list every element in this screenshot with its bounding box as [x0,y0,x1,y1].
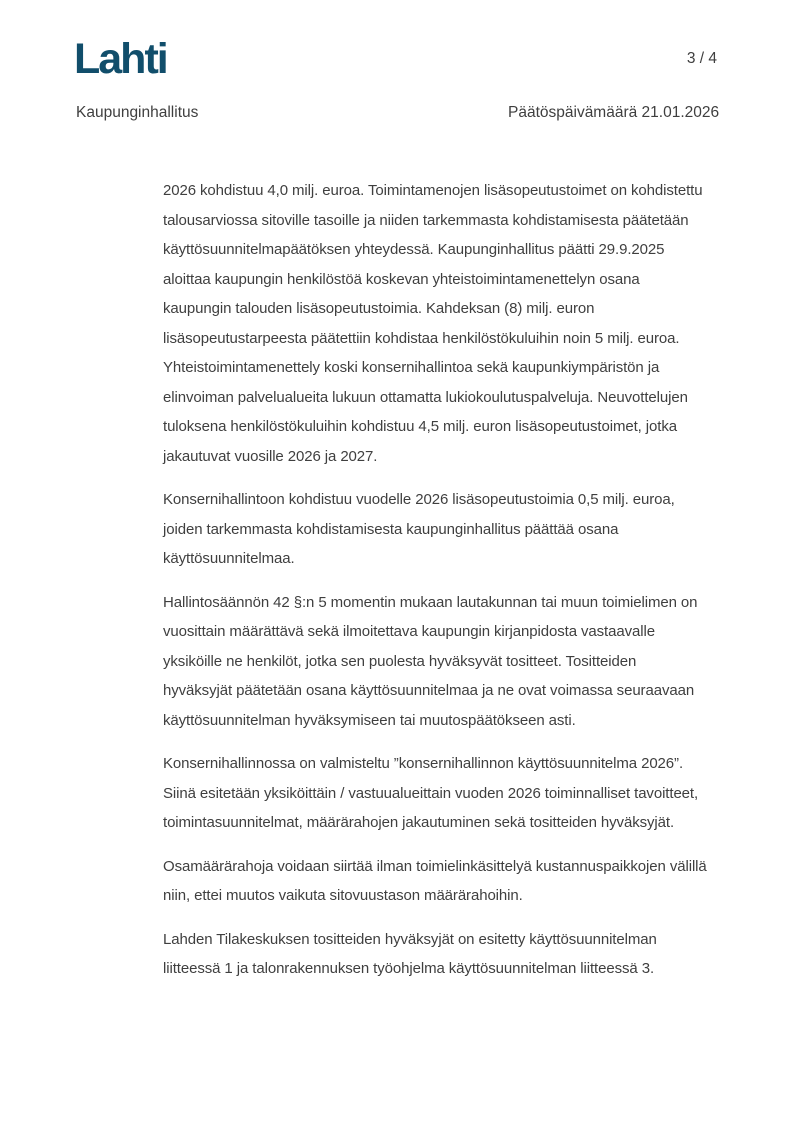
text-line: aloittaa kaupungin henkilöstöä koskevan yhteistoimintamenettelyn osana [163,270,640,288]
text-line: Lahden Tilakeskuksen tositteiden hyväksyjät on esitetty käyttösuunnitelman [163,930,657,948]
document-body [163,176,743,998]
text-line: 2026 kohdistuu 4,0 milj. euroa. Toimintamenojen lisäsopeutustoimet on kohdistettu [163,182,703,199]
text-line: käyttösuunnitelman hyväksymiseen tai muutospäätökseen asti. [163,711,576,729]
text-line: lisäsopeutustarpeesta päätettiin kohdistaa henkilöstökuluihin noin 5 milj. euroa. [163,329,680,347]
text-line: jakautuvat vuosille 2026 ja 2027. [163,447,378,465]
text-line: liitteessä 1 ja talonrakennuksen työohjelma käyttösuunnitelman liitteessä 3. [163,960,655,977]
text-line: käyttösuunnitelmaa. [163,550,295,567]
text-line: niin, ettei muutos vaikuta sitovuustason määrärahoihin. [163,887,523,904]
paragraph [163,852,743,911]
page-number: 3 / 4 [686,50,717,67]
paragraph [163,925,743,984]
text-line: joiden tarkemmasta kohdistamisesta kaupunginhallitus päättää osana [163,520,619,538]
text-line: Hallintosäännön 42 §:n 5 momentin mukaan lautakunnan tai muun toimielimen on [163,593,698,611]
text-line: käyttösuunnitelmapäätöksen yhteydessä. Kaupunginhallitus päätti 29.9.2025 [163,241,665,258]
text-line: Konsernihallinnossa on valmisteltu ”konsernihallinnon käyttösuunnitelma 2026”. [163,755,684,772]
text-line: vuosittain määrättävä sekä ilmoitettava kaupungin kirjanpidosta vastaavalle [163,623,655,640]
text-line: toimintasuunnitelmat, määrärahojen jakautuminen sekä tositteiden hyväksyjät. [163,814,675,831]
text-line: hyväksyjät päätetään osana käyttösuunnitelmaa ja ne ovat voimassa seuraavaan [163,682,695,699]
text-line: Siinä esitetään yksiköittäin / vastuualueittain vuoden 2026 toiminnalliset tavoitteet, [163,784,699,802]
paragraph [163,176,743,471]
paragraph [163,749,743,838]
text-line: Konsernihallintoon kohdistuu vuodelle 2026 lisäsopeutustoimia 0,5 milj. euroa, [163,491,675,508]
text-line: Yhteistoimintamenettely koski konsernihallintoa sekä kaupunkiympäristön ja [163,359,660,376]
header-organization-label: Kaupunginhallitus [76,104,199,121]
header-decision-date: Päätöspäivämäärä 21.01.2026 [508,104,720,121]
text-line: kaupungin talouden lisäsopeutustoimia. Kahdeksan (8) milj. euron [163,300,595,317]
text-line: tuloksena henkilöstökuluihin kohdistuu 4,5 milj. euron lisäsopeutustoimet, jotka [163,418,677,435]
lahti-logo: Lahti [74,35,167,83]
paragraph [163,485,743,574]
text-line: Osamäärärahoja voidaan siirtää ilman toimielinkäsittelyä kustannuspaikkojen välillä [163,857,707,875]
text-line: yksiköille ne henkilöt, jotka sen puolesta hyväksyvät tositteet. Tositteiden [163,652,637,670]
paragraph [163,588,743,736]
text-line: talousarviossa sitoville tasoille ja niiden tarkemmasta kohdistamisesta päätetään [163,211,689,229]
text-line: elinvoiman palvelualueita lukuun ottamatta lukiokoulutuspalveluja. Neuvottelujen [163,388,688,406]
